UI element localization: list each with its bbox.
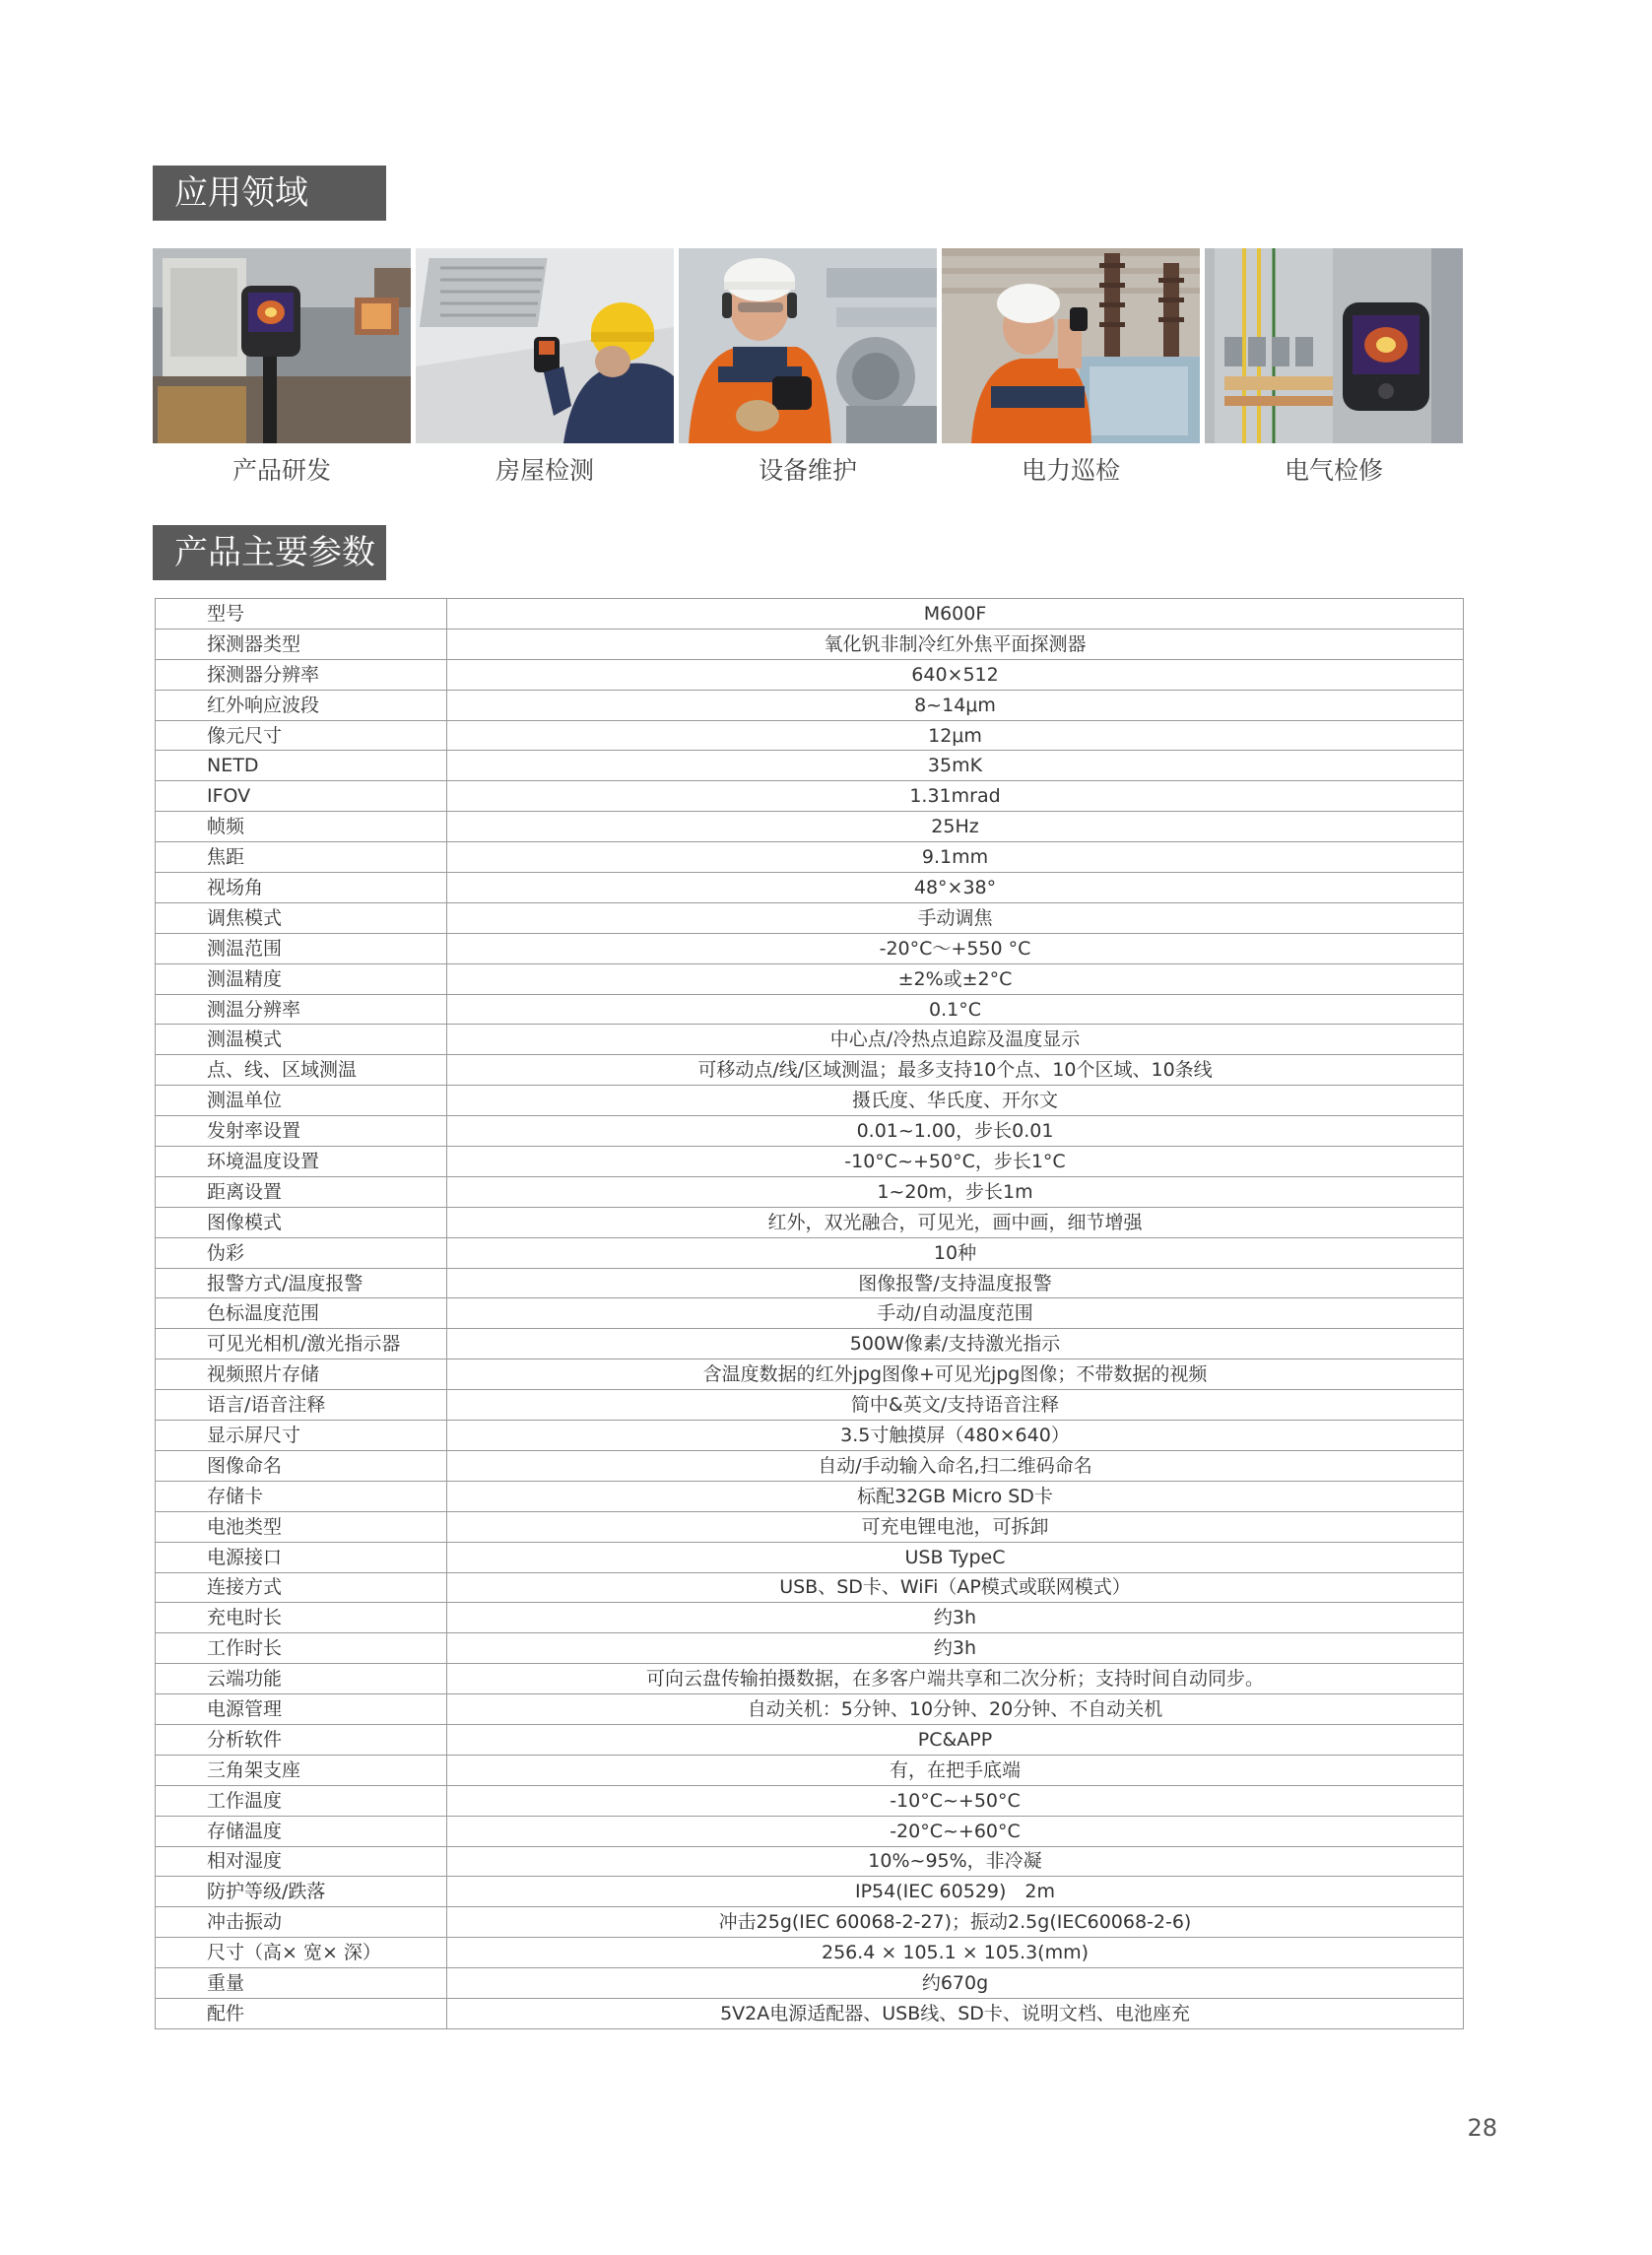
table-row (156, 812, 1464, 842)
spec-value: 手动/自动温度范围 (447, 1298, 1464, 1329)
spec-value: 25Hz (447, 812, 1464, 842)
table-row (156, 1633, 1464, 1664)
table-row (156, 1724, 1464, 1755)
table-row (156, 963, 1464, 994)
spec-value: IP54(IEC 60529) 2m (447, 1877, 1464, 1907)
table-row (156, 751, 1464, 781)
spec-label: 工作时长 (156, 1633, 447, 1664)
table-row (156, 1237, 1464, 1268)
table-row (156, 1603, 1464, 1633)
spec-value: -20°C~+60°C (447, 1816, 1464, 1846)
application-label-electrical: 电气检修 (1284, 456, 1383, 485)
ceiling-inspection-photo (416, 248, 674, 443)
spec-label: 三角架支座 (156, 1755, 447, 1785)
spec-value: 500W像素/支持激光指示 (447, 1329, 1464, 1360)
spec-label: 充电时长 (156, 1603, 447, 1633)
table-row (156, 1055, 1464, 1086)
spec-value: 手动调焦 (447, 902, 1464, 933)
spec-value: 标配32GB Micro SD卡 (447, 1481, 1464, 1511)
table-row (156, 1542, 1464, 1572)
spec-label: 重量 (156, 1968, 447, 1999)
spec-value: 9.1mm (447, 842, 1464, 873)
table-row (156, 1664, 1464, 1694)
spec-value: 可移动点/线/区域测温；最多支持10个点、10个区域、10条线 (447, 1055, 1464, 1086)
spec-label: 测温模式 (156, 1025, 447, 1055)
spec-value: 有，在把手底端 (447, 1755, 1464, 1785)
spec-value: 摄氏度、华氏度、开尔文 (447, 1086, 1464, 1116)
spec-value: PC&APP (447, 1724, 1464, 1755)
spec-label: 探测器类型 (156, 629, 447, 659)
table-row (156, 1450, 1464, 1481)
table-row (156, 1785, 1464, 1816)
spec-value: 约3h (447, 1603, 1464, 1633)
table-row (156, 1298, 1464, 1329)
spec-label: 伪彩 (156, 1237, 447, 1268)
spec-value: 1~20m，步长1m (447, 1176, 1464, 1207)
table-row (156, 1968, 1464, 1999)
spec-label: 发射率设置 (156, 1116, 447, 1147)
spec-label: 型号 (156, 599, 447, 630)
table-row (156, 720, 1464, 751)
spec-value: -10°C~+50°C，步长1°C (447, 1147, 1464, 1177)
spec-label: 环境温度设置 (156, 1147, 447, 1177)
table-row (156, 1329, 1464, 1360)
spec-label: 云端功能 (156, 1664, 447, 1694)
thermal-camera-on-tripod-photo (153, 248, 411, 443)
spec-label: 电源管理 (156, 1694, 447, 1725)
table-row (156, 1086, 1464, 1116)
table-row (156, 994, 1464, 1025)
specs-section-title: 产品主要参数 (153, 525, 386, 580)
electrical-cabinet-photo (1205, 248, 1463, 443)
spec-label: 探测器分辨率 (156, 659, 447, 690)
table-row (156, 1421, 1464, 1451)
spec-value: 35mK (447, 751, 1464, 781)
spec-value: USB TypeC (447, 1542, 1464, 1572)
spec-label: 配件 (156, 1998, 447, 2028)
spec-value: 0.01~1.00，步长0.01 (447, 1116, 1464, 1147)
spec-value: 氧化钒非制冷红外焦平面探测器 (447, 629, 1464, 659)
spec-label: IFOV (156, 781, 447, 812)
spec-label: 图像命名 (156, 1450, 447, 1481)
spec-value: 3.5寸触摸屏（480×640） (447, 1421, 1464, 1451)
table-row (156, 1207, 1464, 1237)
table-row (156, 1390, 1464, 1421)
table-row (156, 659, 1464, 690)
spec-label: 显示屏尺寸 (156, 1421, 447, 1451)
page-number: 28 (1467, 2114, 1497, 2142)
spec-label: 电池类型 (156, 1511, 447, 1542)
spec-value: 自动/手动输入命名,扫二维码命名 (447, 1450, 1464, 1481)
table-row (156, 1998, 1464, 2028)
spec-value: 12μm (447, 720, 1464, 751)
table-row (156, 1877, 1464, 1907)
spec-value: M600F (447, 599, 1464, 630)
spec-label: 相对湿度 (156, 1846, 447, 1877)
spec-value: 可充电锂电池，可拆卸 (447, 1511, 1464, 1542)
spec-value: -10°C~+50°C (447, 1785, 1464, 1816)
table-row (156, 1116, 1464, 1147)
spec-label: NETD (156, 751, 447, 781)
spec-value: 约670g (447, 1968, 1464, 1999)
spec-label: 测温分辨率 (156, 994, 447, 1025)
application-label-rd: 产品研发 (231, 456, 331, 485)
spec-value: 8~14μm (447, 690, 1464, 720)
table-row (156, 842, 1464, 873)
table-row (156, 1694, 1464, 1725)
table-row (156, 873, 1464, 903)
spec-label: 测温精度 (156, 963, 447, 994)
table-row (156, 1755, 1464, 1785)
table-row (156, 933, 1464, 963)
table-row (156, 690, 1464, 720)
spec-value: 1.31mrad (447, 781, 1464, 812)
spec-label: 连接方式 (156, 1572, 447, 1603)
spec-label: 图像模式 (156, 1207, 447, 1237)
application-label-house: 房屋检测 (495, 456, 594, 485)
spec-label: 视场角 (156, 873, 447, 903)
spec-value: 含温度数据的红外jpg图像+可见光jpg图像；不带数据的视频 (447, 1360, 1464, 1390)
table-row (156, 1025, 1464, 1055)
spec-label: 焦距 (156, 842, 447, 873)
table-row (156, 1511, 1464, 1542)
spec-table (155, 598, 1464, 2029)
spec-value: USB、SD卡、WiFi（AP模式或联网模式） (447, 1572, 1464, 1603)
spec-value: 可向云盘传输拍摄数据，在多客户端共享和二次分析；支持时间自动同步。 (447, 1664, 1464, 1694)
spec-value: 48°×38° (447, 873, 1464, 903)
application-label-equipment: 设备维护 (758, 456, 857, 485)
spec-value: 0.1°C (447, 994, 1464, 1025)
spec-label: 帧频 (156, 812, 447, 842)
spec-value: 图像报警/支持温度报警 (447, 1268, 1464, 1298)
spec-value: 640×512 (447, 659, 1464, 690)
spec-value: 简中&英文/支持语音注释 (447, 1390, 1464, 1421)
spec-label: 测温单位 (156, 1086, 447, 1116)
table-row (156, 1176, 1464, 1207)
application-photos (153, 248, 1463, 443)
spec-value: 自动关机：5分钟、10分钟、20分钟、不自动关机 (447, 1694, 1464, 1725)
spec-label: 测温范围 (156, 933, 447, 963)
spec-label: 存储卡 (156, 1481, 447, 1511)
table-row (156, 1907, 1464, 1938)
spec-value: 256.4 × 105.1 × 105.3(mm) (447, 1938, 1464, 1968)
table-row (156, 599, 1464, 630)
spec-label: 工作温度 (156, 1785, 447, 1816)
spec-label: 存储温度 (156, 1816, 447, 1846)
spec-value: 中心点/冷热点追踪及温度显示 (447, 1025, 1464, 1055)
spec-label: 尺寸（高× 宽× 深） (156, 1938, 447, 1968)
spec-value: 红外，双光融合，可见光，画中画，细节增强 (447, 1207, 1464, 1237)
table-row (156, 1572, 1464, 1603)
table-row (156, 629, 1464, 659)
applications-section-title: 应用领域 (153, 166, 386, 221)
spec-label: 像元尺寸 (156, 720, 447, 751)
equipment-maintenance-photo (679, 248, 937, 443)
spec-value: 约3h (447, 1633, 1464, 1664)
spec-label: 分析软件 (156, 1724, 447, 1755)
spec-label: 距离设置 (156, 1176, 447, 1207)
table-row (156, 781, 1464, 812)
spec-value: 10种 (447, 1237, 1464, 1268)
table-row (156, 1268, 1464, 1298)
table-row (156, 1938, 1464, 1968)
spec-label: 报警方式/温度报警 (156, 1268, 447, 1298)
spec-label: 红外响应波段 (156, 690, 447, 720)
application-label-power: 电力巡检 (1021, 456, 1120, 485)
spec-value: 5V2A电源适配器、USB线、SD卡、说明文档、电池座充 (447, 1998, 1464, 2028)
table-row (156, 1816, 1464, 1846)
spec-value: ±2%或±2°C (447, 963, 1464, 994)
table-row (156, 1846, 1464, 1877)
spec-value: 冲击25g(IEC 60068-2-27)；振动2.5g(IEC60068-2-6) (447, 1907, 1464, 1938)
spec-label: 防护等级/跌落 (156, 1877, 447, 1907)
spec-value: -20°C～+550 °C (447, 933, 1464, 963)
spec-label: 调焦模式 (156, 902, 447, 933)
spec-label: 冲击振动 (156, 1907, 447, 1938)
power-line-inspection-photo (942, 248, 1200, 443)
spec-label: 点、线、区域测温 (156, 1055, 447, 1086)
table-row (156, 1147, 1464, 1177)
table-row (156, 1360, 1464, 1390)
spec-label: 语言/语音注释 (156, 1390, 447, 1421)
spec-label: 色标温度范围 (156, 1298, 447, 1329)
spec-label: 可见光相机/激光指示器 (156, 1329, 447, 1360)
table-row (156, 1481, 1464, 1511)
table-row (156, 902, 1464, 933)
spec-label: 电源接口 (156, 1542, 447, 1572)
spec-value: 10%~95%，非冷凝 (447, 1846, 1464, 1877)
spec-label: 视频照片存储 (156, 1360, 447, 1390)
